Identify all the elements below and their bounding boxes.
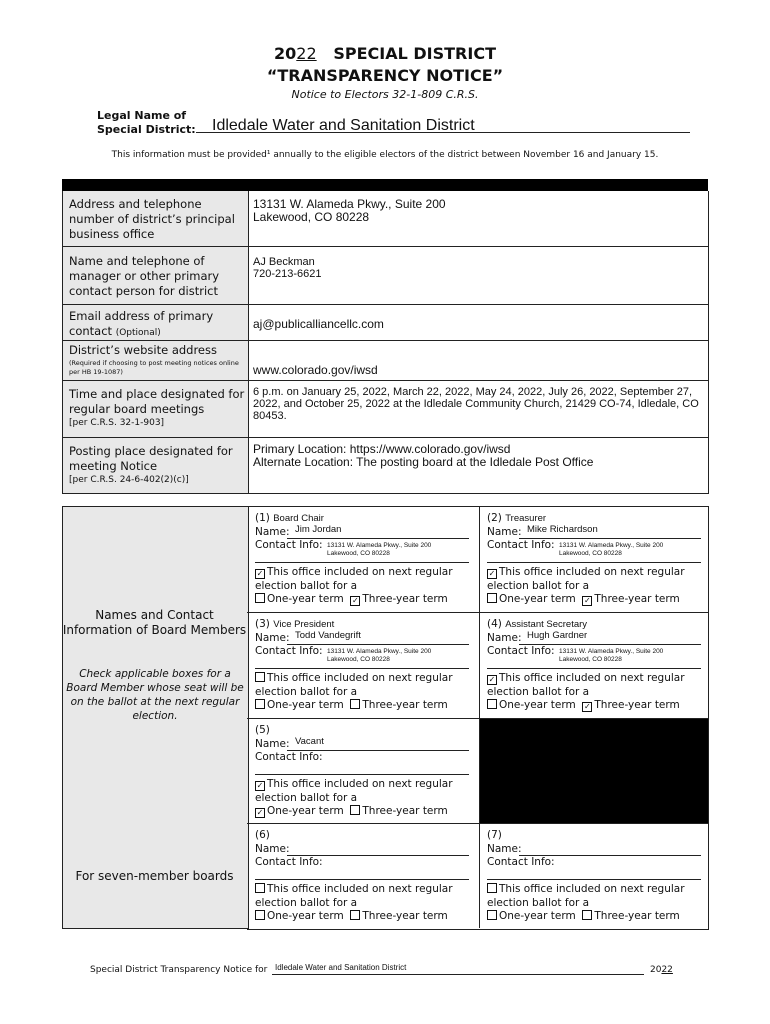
member-name-row: Name: Jim Jordan [255,526,471,540]
seven-member-label: For seven-member boards [75,869,234,883]
member-name-row: Name: [255,843,471,857]
member-heading: (7) [487,829,502,841]
instruction-text: This information must be provided¹ annually to the eligible electors of the district between November 16 and January 15. [111,150,659,160]
posting-value: Primary Location: https://www.colorado.gov/iwsd Alternate Location: The posting board at the Idledale Post Office [253,442,594,469]
website-note: (Required if choosing to post meeting notices online per HB 19-1087) [69,359,239,376]
email-label: Email address of primary contact (Optional) [69,309,214,338]
three-year-checkbox[interactable] [582,910,592,920]
member-contact-row: Contact Info: [255,856,471,883]
ballot-checkbox[interactable]: ✓ [488,675,496,684]
ballot-text: election ballot for a [255,685,358,698]
ballot-text: election ballot for a [255,791,358,804]
ballot-checkbox-row[interactable]: ✓ This office included on next regular [256,778,453,790]
member-heading: (3) Vice President [255,618,335,630]
ballot-checkbox-row[interactable]: This office included on next regular [255,672,471,686]
manager-value: AJ Beckman 720-213-6621 [253,256,322,280]
member-heading: (5) [255,724,270,736]
ballot-checkbox-row[interactable]: ✓ This office included on next regular [488,566,685,578]
meeting-value: 6 p.m. on January 25, 2022, March 22, 2022, May 24, 2022, July 26, 2022, September 27, 2022, and October 25, 2022 at the Idledale Community Church, 21429 CO-74, Idledale, CO 80453. [253,386,699,422]
footer-underline [272,974,644,975]
table-header-bar [62,179,708,191]
ballot-text: election ballot for a [487,579,590,592]
address-value: 13131 W. Alameda Pkwy., Suite 200 Lakewood, CO 80228 [253,197,446,224]
posting-label: Posting place designated for meeting Notice [69,444,233,473]
ballot-text: election ballot for a [255,579,358,592]
year-suffix: 22 [296,44,317,63]
one-year-checkbox[interactable]: ✓ [256,808,264,817]
district-name-underline [196,132,690,133]
member-contact-row: Contact Info: 13131 W. Alameda Pkwy., Suite 200 Lakewood, CO 80228 [487,539,703,566]
ballot-checkbox[interactable] [255,672,265,682]
member-address: 13131 W. Alameda Pkwy., Suite 200 Lakewood, CO 80228 [327,542,432,557]
footer-district: Idledale Water and Sanitation District [275,963,407,972]
statute-reference: Notice to Electors 32-1-809 C.R.S. [291,88,479,101]
ballot-checkbox-row[interactable]: ✓ This office included on next regular [256,566,453,578]
member-contact-row: Contact Info: 13131 W. Alameda Pkwy., Suite 200 Lakewood, CO 80228 [487,645,703,672]
ballot-checkbox[interactable]: ✓ [256,781,264,790]
term-row: One-year term ✓ Three-year term [487,699,703,713]
board-member-cell [255,829,471,924]
term-row: ✓ One-year term Three-year term [256,805,448,817]
grid-divider [247,612,708,613]
member-heading: (4) Assistant Secretary [487,618,588,630]
ballot-checkbox[interactable] [487,883,497,893]
member-name-row: Name: Mike Richardson [487,526,703,540]
row-divider [62,304,708,305]
meeting-note: [per C.R.S. 32-1-903] [69,418,165,428]
board-member-cell [487,512,703,607]
row-divider [62,246,708,247]
ballot-checkbox-row[interactable]: This office included on next regular [487,883,703,897]
member-contact-row: Contact Info: [487,856,703,883]
board-member-cell [255,724,471,819]
member-name: Mike Richardson [527,523,598,535]
three-year-checkbox[interactable]: ✓ [584,702,591,711]
manager-label: Name and telephone of manager or other primary contact person for district [69,254,220,298]
three-year-checkbox[interactable] [350,910,360,920]
ballot-checkbox[interactable]: ✓ [256,569,264,578]
one-year-checkbox[interactable] [255,699,265,709]
member-name: Todd Vandegrift [295,629,361,641]
website-label: District’s website address [69,343,217,357]
one-year-checkbox[interactable] [487,910,497,920]
member-address: 13131 W. Alameda Pkwy., Suite 200 Lakewood, CO 80228 [559,542,664,557]
member-contact-row: Contact Info: 13131 W. Alameda Pkwy., Suite 200 Lakewood, CO 80228 [255,539,471,566]
row-divider [62,380,708,381]
member-address: 13131 W. Alameda Pkwy., Suite 200 Lakewood, CO 80228 [559,648,664,663]
year-prefix: 20 [274,44,297,63]
legal-name-label: Legal Name of Special District: [97,109,196,136]
row-divider [62,437,708,438]
member-contact-row: Contact Info: [255,751,471,778]
member-name: Vacant [295,735,324,747]
grid-vertical-divider [479,506,480,928]
three-year-checkbox[interactable]: ✓ [584,596,591,605]
board-label-cell [62,506,249,825]
three-year-checkbox[interactable] [350,805,360,815]
member-contact-row: Contact Info: 13131 W. Alameda Pkwy., Suite 200 Lakewood, CO 80228 [255,645,471,672]
board-member-cell [487,618,703,713]
ballot-checkbox-row[interactable]: This office included on next regular [255,883,471,897]
website-value: www.colorado.gov/iwsd [253,363,378,377]
term-row: One-year term ✓ Three-year term [487,593,703,607]
board-side-title: Names and Contact Information of Board Members [62,608,247,637]
ballot-checkbox[interactable] [255,883,265,893]
meeting-label: Time and place designated for regular board meetings [69,387,245,416]
board-side-note: Check applicable boxes for a Board Member whose seat will be on the ballot at the next regular election. [66,668,244,722]
member-name-row: Name: Todd Vandegrift [255,632,471,646]
three-year-checkbox[interactable] [350,699,360,709]
footer-label: Special District Transparency Notice for [90,965,268,975]
posting-note: [per C.R.S. 24-6-402(2)(c)] [69,475,189,485]
board-member-cell [255,512,471,607]
member-heading: (1) Board Chair [255,512,324,524]
term-row: One-year term Three-year term [487,910,703,924]
member-name: Hugh Gardner [527,629,588,641]
member-name-row: Name: [487,843,703,857]
term-row: One-year term Three-year term [255,910,471,924]
page-title: SPECIAL DISTRICT [333,44,496,63]
ballot-text: election ballot for a [487,685,590,698]
ballot-checkbox[interactable]: ✓ [488,569,496,578]
board-member-cell [255,618,471,713]
page-subtitle: “TRANSPARENCY NOTICE” [266,66,504,85]
board-member-cell [487,829,703,924]
footer-year: 2022 [650,965,673,975]
form-year-title [0,44,770,63]
district-name: Idledale Water and Sanitation District [212,117,475,134]
one-year-checkbox[interactable] [255,593,265,603]
member-heading: (6) [255,829,270,841]
member-heading: (2) Treasurer [487,512,547,524]
email-value: aj@publicalliancellc.com [253,317,384,331]
blacked-out-cell [480,719,708,823]
one-year-checkbox[interactable] [255,910,265,920]
grid-divider [247,823,708,824]
address-label: Address and telephone number of district’s principal business office [69,197,235,241]
one-year-checkbox[interactable] [487,593,497,603]
member-name-row: Name: Hugh Gardner [487,632,703,646]
term-row: One-year term ✓ Three-year term [255,593,471,607]
ballot-text: election ballot for a [487,896,590,909]
ballot-checkbox-row[interactable]: ✓ This office included on next regular [488,672,685,684]
member-name: Jim Jordan [295,523,342,535]
one-year-checkbox[interactable] [487,699,497,709]
ballot-text: election ballot for a [255,896,358,909]
member-address: 13131 W. Alameda Pkwy., Suite 200 Lakewood, CO 80228 [327,648,432,663]
three-year-checkbox[interactable]: ✓ [352,596,359,605]
member-name-row: Name: Vacant [255,738,471,752]
term-row: One-year term Three-year term [255,699,471,713]
